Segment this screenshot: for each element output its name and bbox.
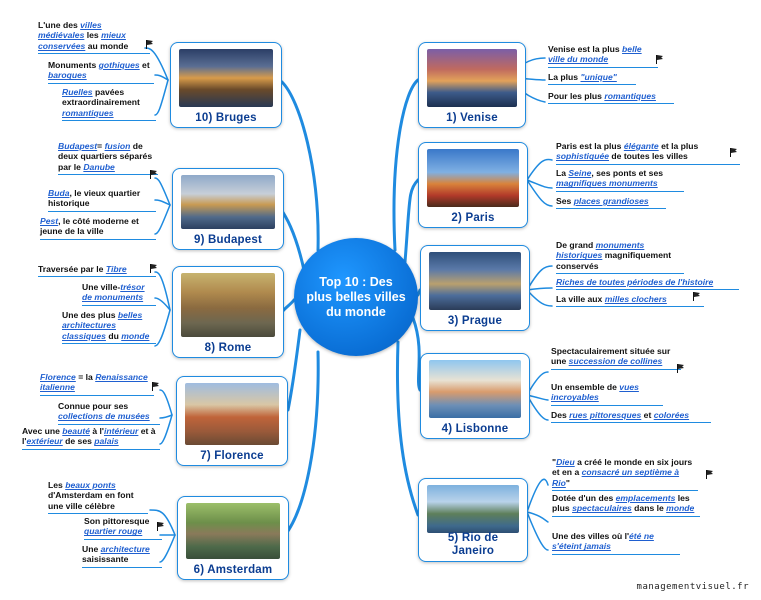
city-label: 1) Venise	[446, 112, 498, 124]
note-text: de ses	[62, 436, 95, 447]
note-emphasis: emplacements	[615, 493, 676, 503]
note-text: saisissante	[82, 554, 129, 565]
note-text: La ville aux	[556, 294, 605, 304]
note-text: à l'	[89, 426, 104, 436]
note-emphasis: collections de musées	[58, 411, 150, 422]
note-emphasis: élégante	[623, 141, 659, 151]
city-label: 4) Lisbonne	[441, 423, 509, 435]
note-emphasis: belles architectures classiques	[62, 310, 143, 341]
city-card-budapest	[172, 168, 284, 250]
note-emphasis: palais	[94, 436, 119, 447]
city-label: 9) Budapest	[193, 234, 263, 246]
note-emphasis: vues incroyables	[551, 382, 639, 403]
note-text: Une des villes où l'	[552, 531, 630, 541]
note-emphasis: Riches de toutes périodes de l'histoire	[556, 277, 714, 287]
note-text: et la plus	[658, 141, 699, 151]
note-text: =	[97, 141, 105, 151]
note-text: Monuments	[48, 60, 99, 70]
note	[551, 382, 663, 406]
amsterdam-photo	[186, 503, 280, 559]
flag-icon	[730, 148, 738, 156]
note-text: Son pittoresque	[84, 516, 150, 526]
note-text: de deux quartiers séparés par le	[58, 141, 153, 172]
paris-photo	[427, 149, 519, 207]
note	[551, 410, 711, 423]
note-text: "	[565, 477, 570, 488]
flag-icon	[706, 470, 714, 478]
city-card-rome	[172, 266, 284, 358]
note	[22, 426, 160, 450]
note-emphasis: beauté	[62, 426, 90, 436]
note-text: Traversée par le	[38, 264, 106, 274]
note-emphasis: Pest	[40, 216, 59, 226]
note	[84, 516, 162, 540]
note-text: Spectaculairement située sur une	[551, 346, 671, 367]
city-card-paris	[418, 142, 528, 228]
city-label: 5) Rio de Janeiro	[447, 532, 499, 557]
note-text: a créé le monde en six jours et en a	[552, 457, 693, 478]
note-emphasis: extérieur	[26, 436, 63, 447]
note-text: Pour les plus	[548, 91, 605, 101]
note-text: les plus	[552, 493, 690, 514]
city-card-florence	[176, 376, 288, 466]
note	[40, 216, 156, 240]
note-text: Un ensemble de	[551, 382, 620, 392]
note-text: du	[105, 330, 122, 341]
note-emphasis: consacré un septième à Rio	[552, 467, 680, 488]
rome-photo	[181, 273, 275, 337]
note-emphasis: Seine	[568, 168, 592, 178]
note-emphasis: intérieur	[103, 426, 139, 436]
note-emphasis: Budapest	[58, 141, 98, 151]
note	[82, 544, 162, 568]
city-card-bruges	[170, 42, 282, 128]
note-emphasis: rues pittoresques	[569, 410, 642, 420]
note-emphasis: mieux conservées	[38, 30, 126, 51]
city-card-lisbonne	[420, 353, 530, 439]
note-text: = la	[75, 372, 96, 382]
note	[552, 531, 680, 555]
note-emphasis: spectaculaires	[572, 503, 632, 514]
note-text: Venise est la plus	[548, 44, 623, 54]
note-text: Une ville-	[82, 282, 121, 292]
note-text: et à l'	[22, 426, 156, 447]
note	[38, 20, 150, 54]
note-emphasis: Buda	[48, 188, 70, 198]
flag-icon	[150, 264, 158, 272]
note	[552, 493, 700, 517]
note-text: les	[84, 30, 102, 41]
note-emphasis: Dieu	[556, 457, 575, 467]
note	[48, 60, 154, 84]
note	[556, 168, 684, 192]
note-text: , ses ponts et ses	[591, 168, 664, 178]
note-emphasis: colorées	[653, 410, 690, 420]
florence-photo	[185, 383, 279, 445]
central-topic-title: Top 10 : Des plus belles villes du monde	[306, 274, 406, 319]
flag-icon	[677, 364, 685, 372]
flag-icon	[146, 40, 154, 48]
note	[62, 310, 156, 344]
flag-icon	[693, 292, 701, 300]
note-text: Une	[82, 544, 101, 554]
note-emphasis: gothiques	[98, 60, 140, 70]
note-emphasis: sophistiquée	[556, 151, 610, 162]
note-emphasis: Renaissance italienne	[40, 372, 148, 393]
note-emphasis: monde	[666, 503, 695, 514]
note-text: Les	[48, 480, 66, 490]
flag-icon	[656, 55, 664, 63]
note-text: d'Amsterdam en font une ville célèbre	[48, 490, 134, 511]
note-text: pavées extraordinairement	[62, 87, 140, 108]
note-emphasis: Danube	[83, 161, 115, 172]
city-label: 3) Prague	[447, 315, 503, 327]
note	[38, 264, 156, 277]
note-emphasis: magnifiques monuments	[556, 178, 658, 189]
bruges-photo	[179, 49, 273, 107]
note-text: La plus	[548, 72, 581, 82]
note-emphasis: succession de collines	[568, 356, 663, 367]
note-emphasis: romantiques	[62, 107, 114, 118]
note	[556, 294, 704, 307]
note-emphasis: trésor de monuments	[82, 282, 145, 303]
note-text: de toutes les villes	[609, 151, 688, 162]
note-emphasis: beaux ponts	[65, 480, 116, 490]
note	[552, 457, 698, 491]
footer-credit: managementvisuel.fr	[636, 582, 749, 592]
note-emphasis: Ruelles	[62, 87, 93, 97]
note	[556, 277, 739, 290]
note-text: magnifiquement conservés	[556, 250, 672, 271]
note-emphasis: milles clochers	[604, 294, 667, 304]
city-label: 7) Florence	[200, 450, 264, 462]
note-text: Connue pour ses	[58, 401, 129, 411]
flag-icon	[150, 170, 158, 178]
note-emphasis: places grandioses	[573, 196, 649, 206]
note-text: au monde	[85, 40, 129, 51]
note-text: L'une des	[38, 20, 81, 30]
note-emphasis: fusion	[104, 141, 131, 151]
city-card-venise	[418, 42, 526, 128]
note-text: Des	[551, 410, 570, 420]
note-text: "	[552, 457, 557, 467]
rio-photo	[427, 485, 519, 533]
city-card-rio	[418, 478, 528, 562]
city-label: 2) Paris	[451, 212, 495, 224]
note	[556, 196, 666, 209]
note-emphasis: belle ville du monde	[548, 44, 642, 65]
note-emphasis: romantiques	[604, 91, 656, 101]
note-emphasis: baroques	[48, 70, 87, 81]
note	[556, 240, 684, 274]
note-emphasis: Tibre	[105, 264, 127, 274]
note-emphasis: monuments historiques	[556, 240, 645, 261]
central-topic	[294, 238, 418, 356]
note-emphasis: "unique"	[580, 72, 617, 82]
note-emphasis: été ne s'éteint jamais	[552, 531, 654, 552]
city-card-amsterdam	[177, 496, 289, 580]
note-text: Avec une	[22, 426, 63, 436]
note-emphasis: architecture	[100, 544, 150, 554]
note-text: Une des plus	[62, 310, 118, 320]
note	[551, 346, 681, 370]
note-text: Dotée d'un des	[552, 493, 616, 503]
note-text: , le vieux quartier historique	[48, 188, 141, 209]
note	[58, 401, 160, 425]
venise-photo	[427, 49, 517, 107]
note-emphasis: Florence	[40, 372, 76, 382]
note-text: Ses	[556, 196, 574, 206]
note-text: Paris est la plus	[556, 141, 624, 151]
note-emphasis: villes médiévales	[38, 20, 102, 41]
note-emphasis: quartier rouge	[84, 526, 143, 537]
city-label: 6) Amsterdam	[193, 564, 273, 576]
budapest-photo	[181, 175, 275, 229]
flag-icon	[157, 522, 165, 530]
city-card-prague	[420, 245, 530, 331]
flag-icon	[152, 382, 160, 390]
prague-photo	[429, 252, 521, 310]
note	[62, 87, 156, 121]
note	[82, 282, 156, 306]
note	[40, 372, 154, 396]
note-text: La	[556, 168, 569, 178]
note	[548, 91, 674, 104]
note-text: dans le	[631, 503, 667, 514]
note-text: , le côté moderne et jeune de la ville	[40, 216, 139, 237]
note-text: et	[139, 60, 150, 70]
lisbonne-photo	[429, 360, 521, 418]
note	[556, 141, 740, 165]
note-emphasis: monde	[121, 330, 150, 341]
note	[548, 72, 636, 85]
note-text: De grand	[556, 240, 596, 250]
note	[548, 44, 658, 68]
note	[58, 141, 158, 175]
city-label: 10) Bruges	[195, 112, 257, 124]
note	[48, 480, 148, 514]
note	[48, 188, 156, 212]
city-label: 8) Rome	[204, 342, 252, 354]
note-text: et	[641, 410, 654, 420]
